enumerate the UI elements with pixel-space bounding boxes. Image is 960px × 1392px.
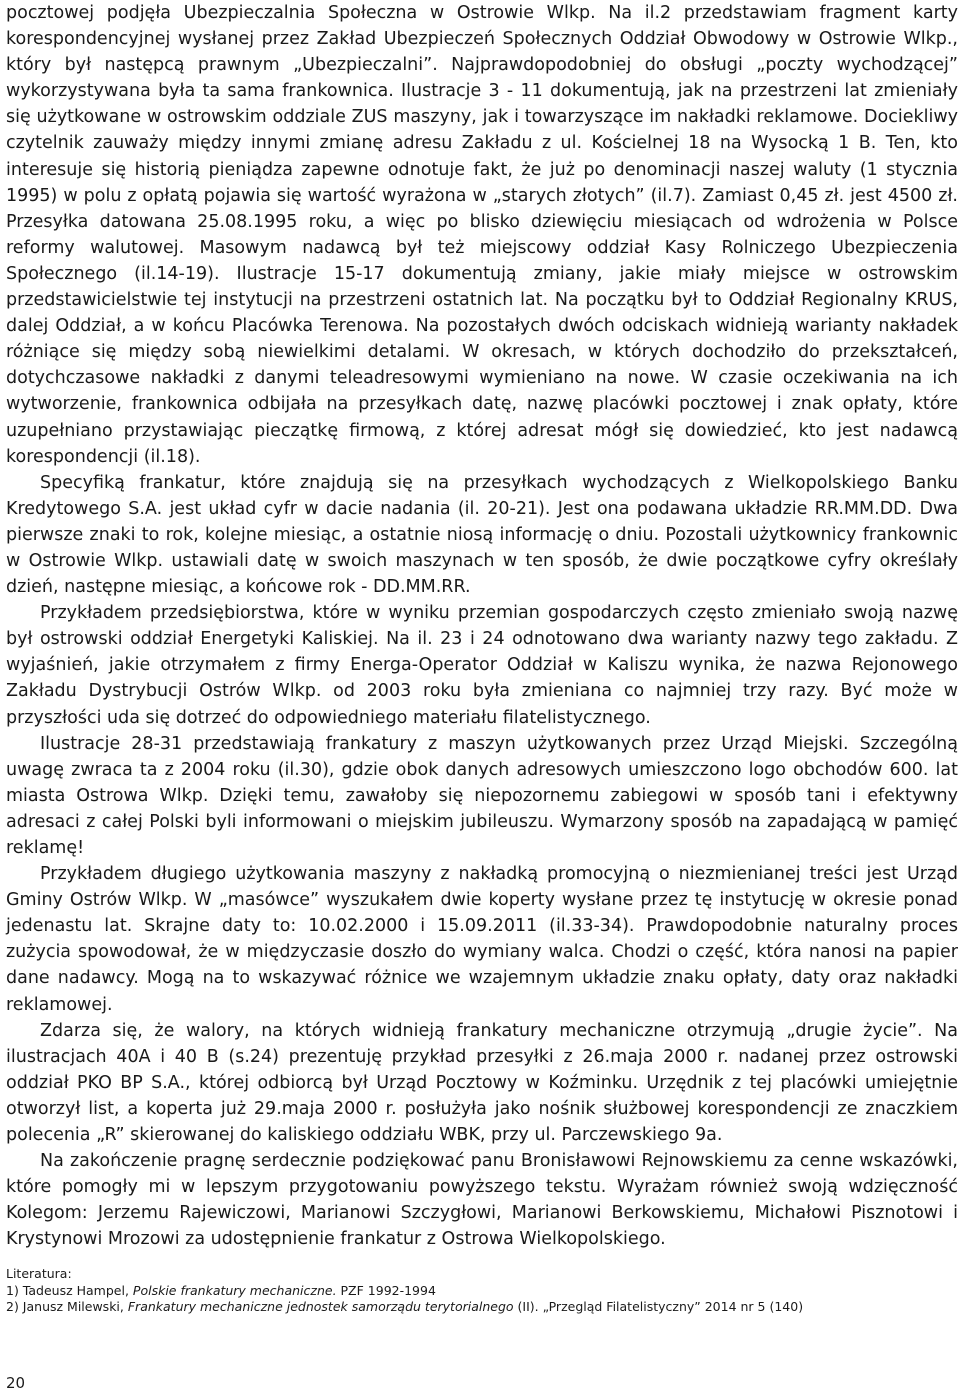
reference-title: Polskie frankatury mechaniczne. [132, 1282, 337, 1298]
reference-details: PZF 1992-1994 [336, 1282, 436, 1298]
page-number: 20 [6, 1374, 26, 1392]
paragraph-3: Przykładem przedsiębiorstwa, które w wyniku przemian gospodarczych często zmieniało swoją nazwę był ostrowski oddział Energetyki Kaliskiej. Na il. 23 i 24 odnotowano dwa warianty nazwy tego zakładu. Z wyjaśnień, jakie otrzymałem z firmy Energa-Operator Oddział w Kaliszu wynika, że nazwa Rejonowego Zakładu Dystrybucji Ostrów Wlkp. od 2003 roku była zmieniana co najmniej trzy razy. Być może w przyszłości uda się dotrzeć do odpowiedniego materiału filatelistycznego. [6, 603, 958, 728]
article-body [6, 0, 958, 1253]
reference-author: 1) Tadeusz Hampel, [6, 1282, 133, 1298]
reference-item [6, 1283, 958, 1300]
reference-author: 2) Janusz Milewski, [6, 1299, 128, 1314]
paragraph-4: Ilustracje 28-31 przedstawiają frankatury z maszyn użytkowanych przez Urząd Miejski. Szczególną uwagę zwraca ta z 2004 roku (il.30), gdzie obok danych adresowych umieszczono logo obchodów 600. lat miasta Ostrowa Wlkp. Dzięki temu, zawałoby się niepozornemu zabiegowi w sposób tani i efektywny adresaci z całej Polski byli informowani o miejskim jubileuszu. Wymarzony sposób na zapadającą w pamięć reklamę! [6, 733, 958, 858]
references-heading: Literatura: [6, 1266, 72, 1281]
paragraph-6: Zdarza się, że walory, na których widnieją frankatury mechaniczne otrzymują „drugie życie”. Na ilustracjach 40A i 40 B (s.24) prezentuję przykład przesyłki z 26.maja 2000 r. nadanej przez ostrowski oddział PKO BP S.A., której odbiorcą był Urząd Pocztowy w Koźminku. Urzędnik z tej placówki umiejętnie otworzył list, a koperta już 29.maja 2000 r. posłużyła jako nośnik służbowej korespondencji ze znaczkiem polecenia „R” skierowanej do kaliskiego oddziału WBK, przy ul. Parczewskiego 9a. [6, 1020, 958, 1146]
reference-item [6, 1299, 958, 1316]
paragraph-2: Specyfiką frankatur, które znajdują się na przesyłkach wychodzących z Wielkopolskiego Banku Kredytowego S.A. jest układ cyfr w dacie nadania (il. 20-21). Jest ona podawana układzie RR.MM.DD. Dwa pierwsze znaki to rok, kolejne miesiąc, a ostatnie niosą informację o dniu. Pozostali użytkownicy frankownic w Ostrowie Wlkp. ustawiali datę w swoich maszynach w ten sposób, że dwie początkowe cyfry określały dzień, następne miesiąc, a końcowe rok - DD.MM.RR. [6, 472, 958, 598]
paragraph-5: Przykładem długiego użytkowania maszyny z nakładką promocyjną o niezmienianej treści jest Urząd Gminy Ostrów Wlkp. W „masówce” wyszukałem dwie koperty wysłane przez tę instytucję w okresie ponad jedenastu lat. Skrajne daty to: 10.02.2000 i 15.09.2011 (il.33-34). Prawdopodobnie naturalny proces zużycia spowodował, że w międzyczasie doszło do wymiany walca. Chodzi o część, która nanosi na papier dane nadawcy. Mogą na to wskazywać różnice we wzajemnym układzie znaku opłaty, daty oraz nakładki reklamowej. [6, 864, 958, 1015]
paragraph-7: Na zakończenie pragnę serdecznie podziękować panu Bronisławowi Rejnowskiemu za cenne wskazówki, które pomogły mi w lepszym przygotowaniu powyższego tekstu. Wyrażam również swoją wdzięczność Kolegom: Jerzemu Rajewiczowi, Marianowi Szczygłowi, Marianowi Berkowskiemu, Michałowi Pisznotowi i Krystynowi Mrozowi za udostępnienie frankatur z Ostrowa Wielkopolskiego. [6, 1151, 958, 1250]
references [6, 1266, 958, 1316]
reference-title: Frankatury mechaniczne jednostek samorządu terytorialnego [127, 1299, 514, 1314]
reference-details: (II). „Przegląd Filatelistyczny” 2014 nr 5 (140) [513, 1299, 804, 1314]
paragraph-1: pocztowej podjęła Ubezpieczalnia Społeczna w Ostrowie Wlkp. Na il.2 przedstawiam fragment karty korespondencyjnej wysłanej przez Zakład Ubezpieczeń Społecznych Oddział Obwodowy w Ostrowie Wlkp., który był następcą prawnym „Ubezpieczalni”. Najprawdopodobniej do obsługi „poczty wychodzącej” wykorzystywana była ta sama frankownica. Ilustracje 3 - 11 dokumentują, jak na przestrzeni lat zmieniały się użytkowane w ostrowskim oddziale ZUS maszyny, jak i towarzyszące im nakładki reklamowe. Dociekliwy czytelnik zauważy między innymi zmianę adresu Zakładu z ul. Kościelnej 18 na Wysocką 1 B. Ten, kto interesuje się historią pieniądza zapewne odnotuje fakt, że już po denominacji naszej waluty (1 stycznia 1995) w polu z opłatą pojawia się wartość wyrażona w „starych złotych” (il.7). Zamiast 0,45 zł. jest 4500 zł. Przesyłka datowana 25.08.1995 roku, a więc po blisko dziewięciu miesiącach od wdrożenia w Polsce reformy walutowej. Masowym nadawcą był też miejscowy oddział Kasy Rolniczego Ubezpieczenia Społecznego (il.14-19). Ilustracje 15-17 dokumentują zmiany, jakie miały miejsce w ostrowskim przedstawicielstwie tej instytucji na przestrzeni ostatnich lat. Na początku był to Oddział Regionalny KRUS, dalej Oddział, a w końcu Placówka Terenowa. Na pozostałych dwóch odciskach widnieją warianty nakładek różniące się między sobą niewielkimi detalami. W okresach, w których dochodziło do przekształceń, dotychczasowe nakładki z danymi teleadresowymi wymieniano na nowe. W czasie oczekiwania na ich wytworzenie, frankownica odbijała na przesyłkach datę, nazwę placówki pocztowej i znak opłaty, które uzupełniano przystawiając pieczątkę firmową, z której adresat mógł się dowiedzieć, kto jest nadawcą korespondencji (il.18). [6, 3, 958, 467]
